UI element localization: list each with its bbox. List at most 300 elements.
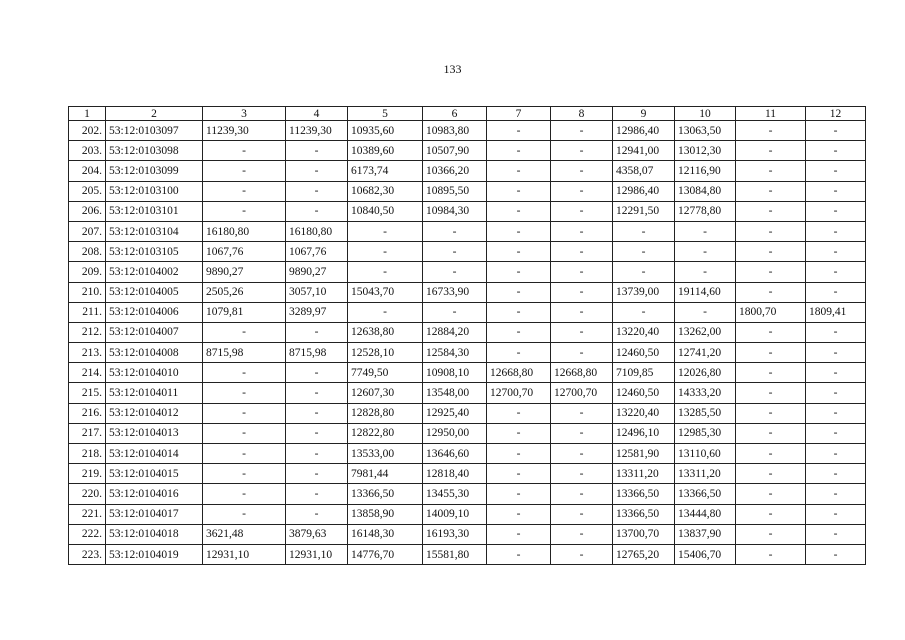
value-cell: - [286,363,348,383]
value-cell: 12581,90 [613,444,675,464]
value-cell: 13311,20 [613,464,675,484]
value-cell: - [487,322,551,342]
value-cell: - [806,484,866,504]
value-cell: - [203,161,286,181]
value-cell: - [286,423,348,443]
value-cell: - [487,403,551,423]
value-cell: 1800,70 [736,302,806,322]
value-cell: - [613,302,675,322]
value-cell: 15581,80 [423,544,487,564]
value-cell: 9890,27 [286,262,348,282]
column-header: 4 [286,107,348,121]
value-cell: 12828,80 [348,403,423,423]
value-cell: 12985,30 [675,423,736,443]
value-cell: 13063,50 [675,121,736,141]
value-cell: - [487,423,551,443]
cadastral-number-cell: 53:12:0103104 [106,221,203,241]
cadastral-number-cell: 53:12:0104013 [106,423,203,443]
value-cell: - [551,221,613,241]
value-cell: 10507,90 [423,141,487,161]
cadastral-number-cell: 53:12:0104005 [106,282,203,302]
value-cell: - [551,262,613,282]
row-number-cell: 217. [69,423,106,443]
value-cell: - [487,201,551,221]
row-number-cell: 204. [69,161,106,181]
value-cell: - [806,504,866,524]
cadastral-number-cell: 53:12:0103099 [106,161,203,181]
value-cell: - [487,161,551,181]
value-cell: 12638,80 [348,322,423,342]
value-cell: 12941,00 [613,141,675,161]
value-cell: - [675,242,736,262]
value-cell: 13084,80 [675,181,736,201]
value-cell: - [423,262,487,282]
value-cell: - [423,221,487,241]
value-cell: - [551,524,613,544]
table-row [69,464,866,484]
value-cell: 13285,50 [675,403,736,423]
value-cell: 14009,10 [423,504,487,524]
table-row [69,121,866,141]
value-cell: - [487,302,551,322]
value-cell: 12741,20 [675,343,736,363]
value-cell: - [487,282,551,302]
cadastral-number-cell: 53:12:0104007 [106,322,203,342]
value-cell: - [736,504,806,524]
value-cell: - [286,484,348,504]
cadastral-number-cell: 53:12:0103101 [106,201,203,221]
value-cell: - [487,484,551,504]
value-cell: 7109,85 [613,363,675,383]
value-cell: - [806,544,866,564]
value-cell: 4358,07 [613,161,675,181]
value-cell: - [736,121,806,141]
value-cell: - [675,302,736,322]
row-number-cell: 223. [69,544,106,564]
value-cell: 12884,20 [423,322,487,342]
value-cell: 1067,76 [286,242,348,262]
column-header: 6 [423,107,487,121]
cadastral-number-cell: 53:12:0104015 [106,464,203,484]
value-cell: 2505,26 [203,282,286,302]
value-cell: 10389,60 [348,141,423,161]
value-cell: - [806,121,866,141]
cadastral-number-cell: 53:12:0104014 [106,444,203,464]
column-header: 5 [348,107,423,121]
row-number-cell: 212. [69,322,106,342]
value-cell: 7981,44 [348,464,423,484]
cadastral-number-cell: 53:12:0104016 [106,484,203,504]
value-cell: - [203,201,286,221]
value-cell: 8715,98 [203,343,286,363]
value-cell: 13837,90 [675,524,736,544]
value-cell: 12460,50 [613,383,675,403]
value-cell: - [551,322,613,342]
value-cell: - [551,504,613,524]
value-cell: 9890,27 [203,262,286,282]
row-number-cell: 203. [69,141,106,161]
value-cell: 10682,30 [348,181,423,201]
value-cell: - [675,221,736,241]
row-number-cell: 215. [69,383,106,403]
value-cell: - [736,403,806,423]
value-cell: - [286,161,348,181]
value-cell: 1809,41 [806,302,866,322]
table-row [69,322,866,342]
value-cell: 13366,50 [613,484,675,504]
value-cell: - [551,201,613,221]
value-cell: - [736,363,806,383]
value-cell: 10984,30 [423,201,487,221]
value-cell: 12925,40 [423,403,487,423]
value-cell: - [736,464,806,484]
value-cell: - [551,161,613,181]
value-cell: 1067,76 [203,242,286,262]
value-cell: 12116,90 [675,161,736,181]
cadastral-number-cell: 53:12:0104018 [106,524,203,544]
value-cell: - [348,302,423,322]
row-number-cell: 205. [69,181,106,201]
value-cell: - [487,141,551,161]
column-header: 12 [806,107,866,121]
value-cell: - [487,121,551,141]
table-row [69,181,866,201]
cadastral-number-cell: 53:12:0104010 [106,363,203,383]
value-cell: - [487,221,551,241]
value-cell: 10935,60 [348,121,423,141]
value-cell: - [736,181,806,201]
value-cell: - [736,322,806,342]
row-number-cell: 216. [69,403,106,423]
value-cell: - [551,343,613,363]
value-cell: - [286,444,348,464]
value-cell: - [551,141,613,161]
table-row [69,423,866,443]
row-number-cell: 213. [69,343,106,363]
value-cell: - [806,141,866,161]
value-cell: - [551,444,613,464]
value-cell: - [613,221,675,241]
header-row [69,107,866,121]
table-row [69,544,866,564]
value-cell: 16193,30 [423,524,487,544]
value-cell: - [286,383,348,403]
value-cell: - [487,444,551,464]
table-row [69,221,866,241]
value-cell: - [806,282,866,302]
row-number-cell: 214. [69,363,106,383]
value-cell: 13220,40 [613,403,675,423]
value-cell: 15043,70 [348,282,423,302]
value-cell: - [806,201,866,221]
column-header: 11 [736,107,806,121]
value-cell: 1079,81 [203,302,286,322]
value-cell: - [806,444,866,464]
row-number-cell: 206. [69,201,106,221]
value-cell: 13012,30 [675,141,736,161]
value-cell: 12931,10 [203,544,286,564]
table-body [69,121,866,565]
table-row [69,403,866,423]
column-header: 10 [675,107,736,121]
cadastral-number-cell: 53:12:0104019 [106,544,203,564]
value-cell: - [203,444,286,464]
table-row [69,141,866,161]
value-cell: - [806,383,866,403]
row-number-cell: 208. [69,242,106,262]
value-cell: 10908,10 [423,363,487,383]
value-cell: 12822,80 [348,423,423,443]
value-cell: 12986,40 [613,181,675,201]
value-cell: - [487,504,551,524]
value-cell: - [806,363,866,383]
page-number: 133 [443,62,462,76]
value-cell: - [736,242,806,262]
value-cell: 11239,30 [203,121,286,141]
value-cell: - [286,322,348,342]
value-cell: - [286,464,348,484]
cadastral-number-cell: 53:12:0103098 [106,141,203,161]
value-cell: - [203,403,286,423]
value-cell: 3879,63 [286,524,348,544]
value-cell: - [286,403,348,423]
value-cell: - [675,262,736,282]
value-cell: 10366,20 [423,161,487,181]
value-cell: - [203,464,286,484]
cadastral-number-cell: 53:12:0104008 [106,343,203,363]
cadastral-number-cell: 53:12:0104011 [106,383,203,403]
value-cell: 12700,70 [487,383,551,403]
value-cell: 13858,90 [348,504,423,524]
row-number-cell: 219. [69,464,106,484]
table-header [69,107,866,121]
value-cell: - [806,221,866,241]
value-cell: - [736,141,806,161]
table-row [69,161,866,181]
value-cell: - [203,141,286,161]
value-cell: 6173,74 [348,161,423,181]
row-number-cell: 207. [69,221,106,241]
value-cell: - [806,343,866,363]
value-cell: - [736,423,806,443]
value-cell: 13548,00 [423,383,487,403]
value-cell: 12950,00 [423,423,487,443]
value-cell: 12496,10 [613,423,675,443]
value-cell: 16180,80 [286,221,348,241]
value-cell: - [203,383,286,403]
cadastral-number-cell: 53:12:0104006 [106,302,203,322]
column-header: 8 [551,107,613,121]
value-cell: 15406,70 [675,544,736,564]
value-cell: - [348,262,423,282]
value-cell: - [736,201,806,221]
row-number-cell: 220. [69,484,106,504]
table-row [69,504,866,524]
row-number-cell: 218. [69,444,106,464]
value-cell: - [806,262,866,282]
value-cell: 12584,30 [423,343,487,363]
row-number-cell: 221. [69,504,106,524]
value-cell: 13311,20 [675,464,736,484]
value-cell: - [736,444,806,464]
value-cell: - [736,544,806,564]
column-header: 3 [203,107,286,121]
value-cell: - [551,302,613,322]
value-cell: - [736,161,806,181]
value-cell: 13700,70 [613,524,675,544]
value-cell: 12778,80 [675,201,736,221]
value-cell: - [348,221,423,241]
value-cell: - [551,544,613,564]
value-cell: 7749,50 [348,363,423,383]
value-cell: - [736,262,806,282]
row-number-cell: 202. [69,121,106,141]
table-row [69,302,866,322]
table-row [69,524,866,544]
value-cell: - [806,464,866,484]
value-cell: - [613,262,675,282]
row-number-cell: 211. [69,302,106,322]
value-cell: - [487,262,551,282]
value-cell: - [806,524,866,544]
value-cell: - [203,363,286,383]
data-table [68,106,866,565]
value-cell: - [736,343,806,363]
value-cell: - [551,181,613,201]
value-cell: 10840,50 [348,201,423,221]
table-row [69,242,866,262]
value-cell: 10895,50 [423,181,487,201]
value-cell: - [203,181,286,201]
value-cell: - [551,242,613,262]
value-cell: - [286,181,348,201]
value-cell: 12607,30 [348,383,423,403]
value-cell: 13110,60 [675,444,736,464]
value-cell: 11239,30 [286,121,348,141]
table-row [69,363,866,383]
value-cell: - [203,423,286,443]
value-cell: - [487,242,551,262]
value-cell: 14776,70 [348,544,423,564]
value-cell: - [203,504,286,524]
value-cell: - [736,221,806,241]
cadastral-number-cell: 53:12:0103100 [106,181,203,201]
column-header: 2 [106,107,203,121]
value-cell: 8715,98 [286,343,348,363]
value-cell: - [487,181,551,201]
value-cell: 13455,30 [423,484,487,504]
value-cell: 12668,80 [551,363,613,383]
value-cell: 16180,80 [203,221,286,241]
value-cell: 3289,97 [286,302,348,322]
value-cell: - [736,524,806,544]
value-cell: - [806,242,866,262]
value-cell: 13366,50 [613,504,675,524]
value-cell: 13533,00 [348,444,423,464]
value-cell: 16733,90 [423,282,487,302]
table-row [69,383,866,403]
value-cell: - [203,322,286,342]
row-number-cell: 222. [69,524,106,544]
value-cell: - [551,403,613,423]
value-cell: - [286,504,348,524]
value-cell: 12291,50 [613,201,675,221]
value-cell: 3057,10 [286,282,348,302]
value-cell: 12986,40 [613,121,675,141]
table-row [69,201,866,221]
column-header: 9 [613,107,675,121]
value-cell: - [487,343,551,363]
value-cell: - [348,242,423,262]
value-cell: - [736,484,806,504]
value-cell: 14333,20 [675,383,736,403]
value-cell: - [203,484,286,504]
value-cell: 19114,60 [675,282,736,302]
value-cell: 13220,40 [613,322,675,342]
cadastral-number-cell: 53:12:0103097 [106,121,203,141]
table-row [69,343,866,363]
value-cell: - [551,484,613,504]
table-row [69,282,866,302]
value-cell: - [736,282,806,302]
cadastral-number-cell: 53:12:0103105 [106,242,203,262]
value-cell: - [551,282,613,302]
value-cell: 16148,30 [348,524,423,544]
value-cell: 12668,80 [487,363,551,383]
value-cell: 12931,10 [286,544,348,564]
value-cell: - [806,181,866,201]
value-cell: - [487,544,551,564]
value-cell: 12765,20 [613,544,675,564]
value-cell: - [423,242,487,262]
table-row [69,484,866,504]
column-header: 7 [487,107,551,121]
value-cell: - [736,383,806,403]
value-cell: 13366,50 [348,484,423,504]
column-header: 1 [69,107,106,121]
value-cell: 13646,60 [423,444,487,464]
value-cell: - [613,242,675,262]
value-cell: - [551,121,613,141]
cadastral-number-cell: 53:12:0104017 [106,504,203,524]
table-row [69,262,866,282]
value-cell: 3621,48 [203,524,286,544]
value-cell: - [806,322,866,342]
value-cell: 13366,50 [675,484,736,504]
value-cell: - [423,302,487,322]
value-cell: - [806,161,866,181]
value-cell: 13739,00 [613,282,675,302]
value-cell: 13444,80 [675,504,736,524]
value-cell: 12460,50 [613,343,675,363]
row-number-cell: 210. [69,282,106,302]
cadastral-number-cell: 53:12:0104012 [106,403,203,423]
row-number-cell: 209. [69,262,106,282]
value-cell: 12528,10 [348,343,423,363]
value-cell: - [286,141,348,161]
value-cell: 12818,40 [423,464,487,484]
value-cell: 13262,00 [675,322,736,342]
value-cell: - [286,201,348,221]
value-cell: - [487,524,551,544]
value-cell: - [806,403,866,423]
cadastral-number-cell: 53:12:0104002 [106,262,203,282]
value-cell: 12700,70 [551,383,613,403]
value-cell: - [551,423,613,443]
value-cell: - [806,423,866,443]
value-cell: 12026,80 [675,363,736,383]
table-row [69,444,866,464]
